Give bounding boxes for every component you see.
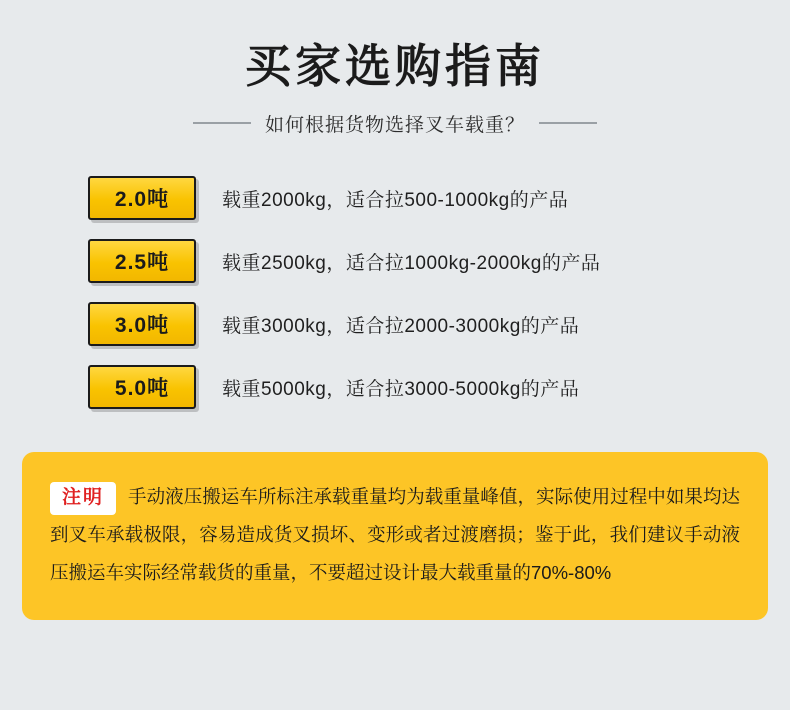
capacity-badge [88, 239, 196, 283]
capacity-description: 载重3000kg，适合拉2000-3000kg的产品 [222, 315, 580, 337]
subtitle-row [0, 110, 790, 137]
title-block [0, 0, 790, 137]
capacity-badge-label: 2.0吨 [114, 188, 170, 211]
capacity-description: 载重2000kg，适合拉500-1000kg的产品 [222, 189, 569, 211]
capacity-badge-label: 3.0吨 [114, 314, 170, 337]
list-item [88, 230, 790, 293]
capacity-description: 载重2500kg，适合拉1000kg-2000kg的产品 [222, 252, 601, 274]
capacity-badge [88, 176, 196, 220]
capacity-badge-label: 5.0吨 [114, 377, 170, 400]
list-item [88, 293, 790, 356]
capacity-list [0, 167, 790, 419]
note-box [22, 452, 768, 620]
capacity-description: 载重5000kg，适合拉3000-5000kg的产品 [222, 378, 580, 400]
note-text: 手动液压搬运车所标注承载重量均为载重量峰值，实际使用过程中如果均达到叉车承载极限，容易造成货叉损坏、变形或者过渡磨损；鉴于此，我们建议手动液压搬运车实际经常载货的重量，不要超过设计最大载重量的70%-80% [50, 486, 740, 583]
note-body [50, 478, 740, 592]
list-item [88, 356, 790, 419]
list-item [88, 167, 790, 230]
capacity-badge [88, 302, 196, 346]
capacity-badge-label: 2.5吨 [114, 251, 170, 274]
page-subtitle: 如何根据货物选择叉车载重？ [264, 114, 525, 136]
divider-left [193, 122, 251, 124]
page-title: 买家选购指南 [245, 40, 545, 92]
note-badge: 注明 [50, 482, 116, 515]
capacity-badge [88, 365, 196, 409]
divider-right [539, 122, 597, 124]
